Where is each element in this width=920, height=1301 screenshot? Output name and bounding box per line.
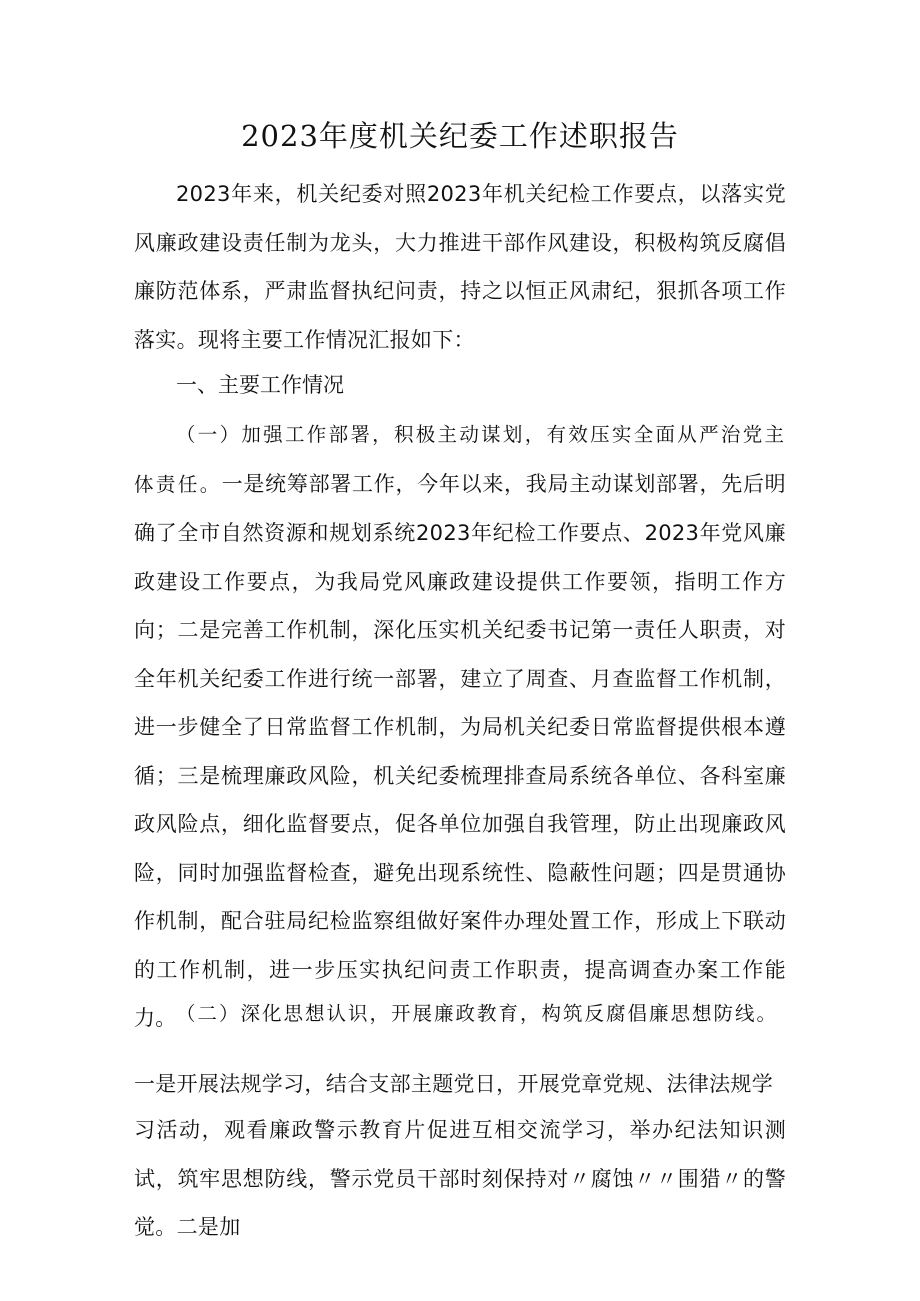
subsection-1-body: 一是统筹部署工作，今年以来，我局主动谋划部署，先后明确了全市自然资源和规划系统2023年纪检工作要点、2023年党风廉政建设工作要点，为我局党风廉政建设提供工作要领，指明工作方向；二是完善工作机制，深化压实机关纪委书记第一责任人职责，对全年机关纪委工作进行统一部署，建立了周查、月查监督工作机制，进一步健全了日常监督工作机制，为局机关纪委日常监督提供根本遵循；三是梳理廉政风险，机关纪委梳理排查局系统各单位、各科室廉政风险点，细化监督要点，促各单位加强自我管理，防止出现廉政风险，同时加强监督检查，避免出现系统性、隐蔽性问题；四是贯通协作机制，配合驻局纪检监察组做好案件办理处置工作，形成上下联动的工作机制，进一步压实执纪问责工作职责，提高调查办案工作能力。: [134, 471, 786, 1030]
subsection-1-paragraph: [134, 410, 786, 1043]
subsection-2-first-line: 一是开展法规学习，结合支部主题党日，开展党章党规、法律法规学: [134, 1072, 773, 1096]
subsection-1-heading: （一）加强工作部署，积极主动谋划，有效压实全面从严治党主体责任。: [134, 423, 786, 496]
section-heading-main-work: 一、主要工作情况: [176, 373, 344, 397]
document-title: 2023年度机关纪委工作述职报告: [241, 119, 679, 153]
intro-paragraph: 2023年来，机关纪委对照2023年机关纪检工作要点，以落实党风廉政建设责任制为龙头，大力推进干部作风建设，积极构筑反腐倡廉防范体系，严肃监督执纪问责，持之以恒正风肃纪，狠抓各项工作落实。现将主要工作情况汇报如下：: [134, 182, 786, 352]
subsection-2-continuation: 习活动，观看廉政警示教育片促进互相交流学习，举办纪法知识测试，筑牢思想防线，警示党员干部时刻保持对〃腐蚀〃〃围猎〃的警觉。二是加: [134, 1118, 786, 1239]
subsection-2-heading: （二）深化思想认识，开展廉政教育，构筑反腐倡廉思想防线。: [176, 1002, 779, 1025]
